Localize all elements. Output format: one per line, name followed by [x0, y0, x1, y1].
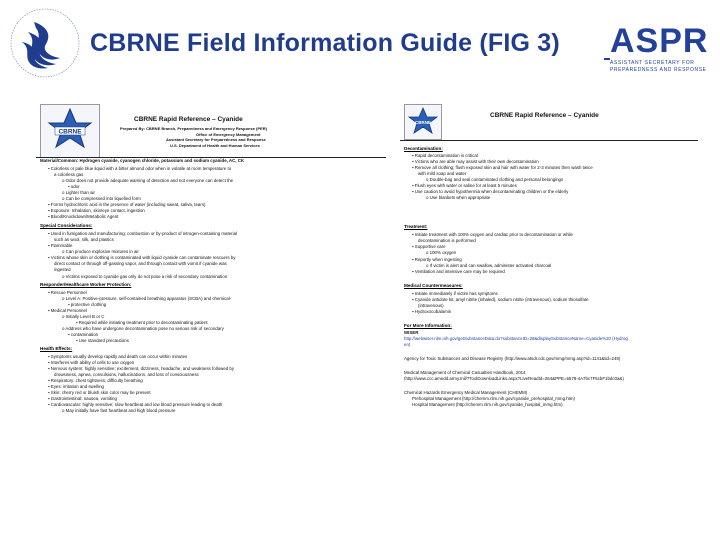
list-item: o Can be compressed into liquefied form — [62, 196, 141, 201]
list-item: ▪ Eyes: irritation and swelling — [48, 384, 104, 389]
left-reference-page — [36, 102, 386, 530]
list-item: o 100% oxygen — [426, 250, 457, 255]
list-item: ▪ odor — [68, 184, 80, 189]
material-line: Material/Common: Hydrogen cyanide, cyanogen chloride, potassium and sodium cyanide, AC, CK — [40, 158, 245, 163]
list-item: ▪ Initiate immediately if victim has symptoms — [412, 291, 498, 296]
list-item: o Double-bag and seal contaminated clothing and personal belongings — [426, 177, 564, 182]
list-item: ▪ Victims who are able may assist with their own decontamination — [412, 159, 539, 164]
list-item: o Victims exposed to cyanide gas only do not pose a risk of secondary contamination — [62, 274, 228, 279]
reference-line: Medical Management of Chemical Casualties Handbook, 2014 — [404, 370, 526, 375]
list-item: ▪ Remove all clothing; flush exposed skin and hair with water for 2-3 minutes then wash twice — [412, 165, 593, 170]
list-item: o Level A: Positive-pressure, self-contained breathing apparatus (SCBA) and chemical- — [62, 296, 232, 301]
list-item: direct contact or through off-gassing vapor, and through contact with vomit if cyanide was — [54, 261, 227, 266]
list-item: o If victim is alert and can swallow, administer activated charcoal — [426, 263, 552, 268]
cbrne-logo-text: CBRNE — [414, 120, 432, 125]
list-item: ▪ Skin: cherry red or bluish skin color may be present — [48, 390, 151, 395]
section-title: Special Considerations: — [40, 223, 93, 228]
list-item: ▪ Initiate treatment with 100% oxygen and cardiac prior to decontamination or while — [412, 232, 573, 237]
list-item: ▪ Symptoms usually develop rapidly and death can occur within minutes — [48, 354, 188, 359]
section-title: Medical Countermeasures: — [404, 283, 463, 288]
section-title: For More Information: — [404, 323, 452, 328]
list-item: ▪ Nervous system: highly sensitive; excitement, dizziness, headache, and weakness followed by — [48, 366, 235, 371]
doc-title: CBRNE Rapid Reference – Cyanide — [490, 112, 599, 119]
list-item: ▪ Hydroxocobalamin — [412, 309, 452, 314]
list-item: a colorless gas — [54, 172, 84, 177]
prepared-line: U.S. Department of Health and Human Services — [170, 142, 260, 148]
reference-line: (http://www.ccc.amedd.army.mil/?ToolDownloadLinks.aspx?LiveReadId=264&PPE=5578-4A7bc7F5cbF1bdc0a&) — [404, 376, 624, 381]
list-item: ▪ Rescue Personnel — [48, 290, 87, 295]
list-item: ▪ Cyanide antidote kit, amyl nitrite (inhaled), sodium nitrite (intravenous), sodium thiosulfate — [412, 297, 589, 302]
list-item: ▪ Ventilation and intensive care may be required — [412, 269, 505, 274]
section-title: Health Effects: — [40, 346, 73, 351]
list-item: ▪ Blood/Knockdown/Metabolic Agent — [48, 214, 119, 219]
list-item: ▪ Cardiovascular: highly sensitive; slow heartbeat and low blood pressure leading to death — [48, 402, 223, 407]
list-item: drowsiness, apnea, convulsions, hallucinations, and loss of consciousness — [54, 372, 199, 377]
list-item: decontamination is performed — [418, 238, 476, 243]
list-item: o Lighter than air — [62, 190, 95, 195]
list-item: ▪ Medical Personnel — [48, 308, 87, 313]
reference-link[interactable]: en) — [404, 342, 411, 347]
reference-link[interactable]: Prehospital Management (http://chemm.nlm.nih.gov/cyanide_prehospital_mmg.htm) — [412, 396, 576, 401]
list-item: with mild soap and water — [418, 171, 467, 176]
right-reference-page — [400, 102, 698, 530]
list-item: ▪ Interferes with ability of cells to use oxygen — [48, 360, 135, 365]
list-item: ▪ protective clothing — [68, 302, 107, 307]
list-item: ▪ Use standard precautions — [76, 338, 129, 343]
list-item: ▪ Exposure: Inhalation, skin/eye contact, ingestion — [48, 208, 145, 213]
list-item: ▪ Supportive care — [412, 244, 446, 249]
list-item: ▪ Reportly when ingesting — [412, 257, 462, 262]
list-item: such as wool, silk, and plastics — [54, 237, 114, 242]
list-item: o Initially Level B or C — [62, 314, 105, 319]
section-rule — [400, 140, 698, 141]
reference-link[interactable]: http://webwiser.nlm.nih.gov/getSubstanceData.do?substanceID=28&displaySubstanceName=Cyanide%20 (Hydrog — [404, 336, 628, 341]
reference-line: Agency for Toxic Substances and Disease Registry (http://www.atsdr.cdc.gov/mmg/mmg.asp?id=1141&tid=249) — [404, 356, 621, 361]
aspr-logo-text: ASPR — [610, 22, 709, 60]
list-item: ▪ Flammable — [48, 243, 73, 248]
aspr-subtitle-2: PREPAREDNESS AND RESPONSE — [610, 67, 707, 73]
cbrne-star-icon — [41, 105, 99, 157]
hhs-eagle-seal-icon — [6, 4, 84, 82]
list-item: ▪ Use caution to avoid hypothermia when decontaminating children or the elderly — [412, 189, 569, 194]
prepared-line: Prepared By: CBRNE Branch, Preparedness and Emergency Response (PER) — [120, 126, 267, 131]
slide-header — [0, 0, 720, 92]
list-item: (intravenous) — [418, 303, 444, 308]
list-item: ▪ Flush eyes with water or saline for at least 5 minutes — [412, 183, 517, 188]
aspr-logo — [604, 22, 716, 82]
list-item: o Can produce explosive mixtures in air — [62, 249, 139, 254]
prepared-line: Office of Emergency Management — [196, 131, 261, 137]
list-item: o Use blankets when appropriate — [426, 195, 491, 200]
cbrne-logo-small — [404, 104, 442, 140]
list-item: ▪ Used in fumigation and manufacturing; combustion or by-product of nitrogen-containing material — [48, 231, 237, 236]
cbrne-logo — [40, 104, 100, 158]
list-item: o May initially have fast heartbeat and high blood pressure — [62, 408, 176, 413]
cbrne-logo-text: CBRNE — [58, 128, 82, 136]
list-item: ▪ Victims whose skin or clothing is contaminated with liquid cyanide can contaminate rescuers by — [48, 255, 236, 260]
list-item: o Odor does not provide adequate warning of detection and not everyone can detect the — [62, 178, 234, 183]
section-title: Decontamination: — [404, 146, 443, 151]
prepared-line: Assistant Secretary for Preparedness and Response — [166, 137, 266, 142]
list-item: ▪ Required while initiating treatment prior to decontaminating patient — [76, 320, 208, 325]
list-item: ingested — [54, 267, 71, 272]
reference-link[interactable]: Hospital Management (http://chemm.nlm.nih.gov/cyanide_hospital_mmg.htm) — [412, 402, 563, 407]
list-item: ▪ Forms hydrochloric acid in the presence of water (including sweat, saliva, tears) — [48, 202, 206, 207]
reference-line: Chemical Hazards Emergency Medical Management (CHEMM) — [404, 390, 528, 395]
section-title: Responder/Healthcare Worker Protection: — [40, 282, 132, 287]
section-title: Treatment: — [404, 224, 428, 229]
list-item: o Address who have undergone decontamination pose no serious risk of secondary — [62, 326, 224, 331]
cbrne-star-icon — [405, 105, 441, 139]
list-item: ▪ Gastrointestinal: nausea, vomiting — [48, 396, 117, 401]
page-title: CBRNE Field Information Guide (FIG 3) — [90, 29, 560, 57]
doc-title: CBRNE Rapid Reference – Cyanide — [134, 116, 243, 123]
list-item: ▪ Rapid decontamination is critical — [412, 153, 478, 158]
reference-line: WISER — [404, 330, 419, 335]
aspr-subtitle-1: ASSISTANT SECRETARY FOR — [610, 60, 695, 66]
list-item: ▪ Colorless or pale blue liquid with a bitter almond odor when in volatile at room temperature to — [48, 166, 232, 171]
list-item: ▪ Respiratory: chest tightness; difficulty breathing — [48, 378, 143, 383]
list-item: ▪ contamination — [68, 332, 99, 337]
